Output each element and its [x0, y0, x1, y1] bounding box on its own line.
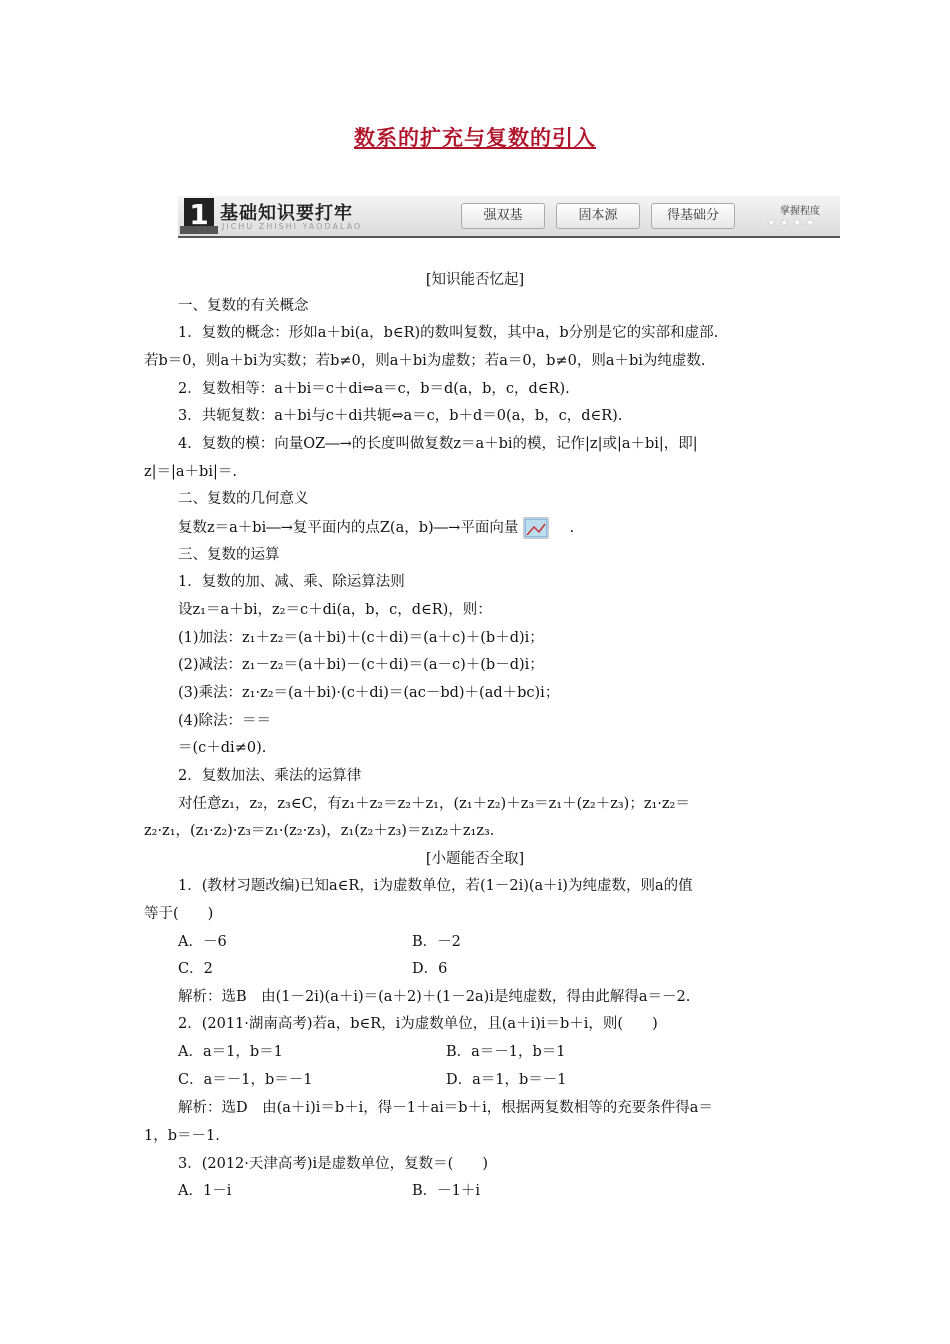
text-line: 1，b＝－1. — [144, 1128, 220, 1144]
section-2-heading: 二、复数的几何意义 — [178, 491, 309, 507]
option-d: D．a＝1，b＝－1 — [446, 1072, 567, 1088]
heading-recall: [知识能否忆起] — [425, 272, 525, 288]
option-d: D．6 — [412, 961, 448, 977]
mastery-label: 掌握程度 — [780, 206, 820, 217]
mastery-stars: ★★★★ — [766, 216, 818, 229]
page-title: 数系的扩充与复数的引入 — [354, 125, 596, 150]
banner-number: 1 — [189, 198, 209, 231]
tab-dejichufen[interactable]: 得基础分 — [651, 203, 735, 229]
text-line: z₂·z₁，(z₁·z₂)·z₃＝z₁·(z₂·z₃)，z₁(z₂＋z₃)＝z₁z₂＋z₁z₃. — [144, 823, 495, 839]
section-1-heading: 一、复数的有关概念 — [178, 298, 309, 314]
text-line: 2．复数加法、乘法的运算律 — [178, 768, 362, 784]
option-a: A．－6 — [178, 934, 227, 950]
text-line: 若b＝0，则a＋bi为实数；若b≠0，则a＋bi为虚数；若a＝0，b≠0，则a＋bi为纯虚数. — [144, 353, 706, 369]
option-a: A．1－i — [178, 1183, 232, 1199]
option-a: A．a＝1，b＝1 — [178, 1044, 283, 1060]
option-c: C．a＝－1，b＝－1 — [178, 1072, 313, 1088]
number-badge-icon — [180, 196, 220, 236]
heading-quiz: [小题能否全取] — [425, 851, 525, 867]
question-1: 1．(教材习题改编)已知a∈R，i为虚数单位，若(1－2i)(a＋i)为纯虚数，则a的值 — [178, 878, 693, 894]
text-line: 4．复数的模：向量OZ―→的长度叫做复数z＝a＋bi的模，记作|z|或|a＋bi|，即| — [178, 436, 698, 452]
question-2: 2．(2011·湖南高考)若a，b∈R，i为虚数单位，且(a＋i)i＝b＋i，则( ) — [178, 1016, 658, 1032]
answer-1: 解析：选B 由(1－2i)(a＋i)＝(a＋2)＋(1－2a)i是纯虚数，得由此解得a＝－2. — [178, 989, 691, 1005]
text-line: 对任意z₁，z₂，z₃∈C，有z₁＋z₂＝z₂＋z₁，(z₁＋z₂)＋z₃＝z₁＋(z₂＋z₃)；z₁·z₂＝ — [178, 796, 690, 812]
text-line: 设z₁＝a＋bi，z₂＝c＋di(a，b，c，d∈R)，则： — [178, 602, 492, 618]
section-banner — [178, 196, 840, 238]
text-line: 1．复数的概念：形如a＋bi(a，b∈R)的数叫复数，其中a，b分别是它的实部和虚部. — [178, 325, 719, 341]
text-line: (4)除法：＝＝ — [178, 713, 272, 729]
text-line: 1．复数的加、减、乘、除运算法则 — [178, 574, 405, 590]
text-line: 2．复数相等：a＋bi＝c＋di⇔a＝c，b＝d(a，b，c，d∈R). — [178, 381, 570, 397]
text-line: 等于( ) — [144, 906, 214, 922]
image-placeholder-icon — [523, 517, 549, 539]
banner-subtitle: JICHU ZHISHI YAODALAO — [222, 222, 363, 231]
geometry-tail: . — [569, 520, 575, 536]
tab-qiangshuangji[interactable]: 强双基 — [461, 203, 545, 229]
tab-gubenyuan[interactable]: 固本源 — [556, 203, 640, 229]
geometry-text: 复数z＝a＋bi―→复平面内的点Z(a，b)―→平面向量 — [178, 520, 519, 536]
geometry-line — [178, 517, 574, 539]
question-3: 3．(2012·天津高考)i是虚数单位，复数＝( ) — [178, 1156, 488, 1172]
text-line: z|＝|a＋bi|＝. — [144, 464, 237, 480]
text-line: ＝(c＋di≠0). — [178, 740, 267, 756]
text-line: 3．共轭复数：a＋bi与c＋di共轭⇔a＝c，b＋d＝0(a，b，c，d∈R). — [178, 408, 623, 424]
option-b: B．－2 — [412, 934, 461, 950]
banner-title: 基础知识要打牢 — [220, 203, 353, 224]
text-line: (2)减法：z₁－z₂＝(a＋bi)－(c＋di)＝(a－c)＋(b－d)i； — [178, 657, 544, 673]
option-b: B．a＝－1，b＝1 — [446, 1044, 566, 1060]
section-3-heading: 三、复数的运算 — [178, 547, 280, 563]
text-line: (3)乘法：z₁·z₂＝(a＋bi)·(c＋di)＝(ac－bd)＋(ad＋bc)i； — [178, 685, 560, 701]
answer-2: 解析：选D 由(a＋i)i＝b＋i，得－1＋ai＝b＋i，根据两复数相等的充要条件得a＝ — [178, 1100, 713, 1116]
option-c: C．2 — [178, 961, 213, 977]
option-b: B．－1＋i — [412, 1183, 481, 1199]
text-line: (1)加法：z₁＋z₂＝(a＋bi)＋(c＋di)＝(a＋c)＋(b＋d)i； — [178, 630, 544, 646]
